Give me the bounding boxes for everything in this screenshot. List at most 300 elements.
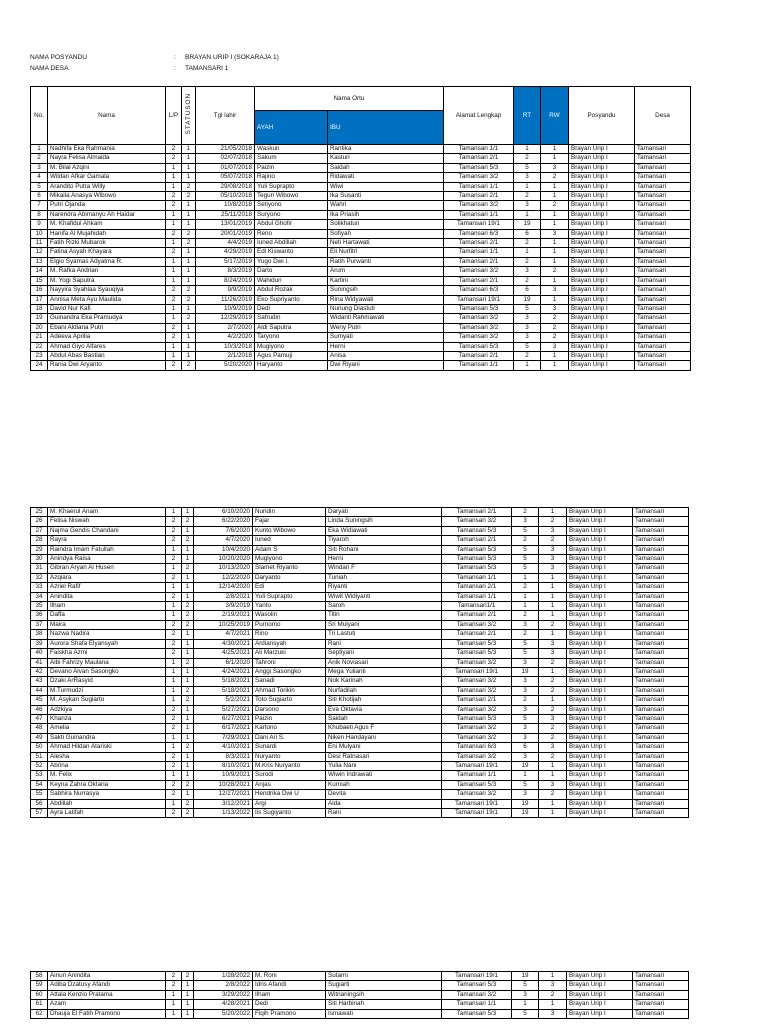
cell-desa: Tamansari	[633, 752, 689, 761]
cell-tgl-lahir: 3/12/2021	[194, 799, 253, 808]
cell-alamat: Tamansari 5/3	[442, 545, 512, 554]
cell-ibu: Wiwi	[328, 182, 444, 191]
cell-tgl-lahir: 10/9/2019	[196, 304, 255, 313]
cell-lp: 1	[166, 173, 182, 182]
cell-ayah: Rajino	[255, 173, 328, 182]
cell-ibu: Mega Yulianti	[326, 667, 442, 676]
cell-no: 9	[31, 220, 48, 229]
cell-lp: 1	[166, 583, 182, 592]
cell-status: 1	[182, 1009, 194, 1018]
cell-rt: 3	[514, 173, 541, 182]
table-row	[31, 555, 689, 564]
cell-nama: Nadhifa Eka Rahmania	[48, 145, 166, 154]
table-row	[31, 809, 689, 818]
cell-alamat: Tamansari 2/1	[444, 351, 514, 360]
cell-lp: 2	[166, 286, 182, 295]
col-ibu: IBU	[328, 111, 444, 145]
cell-status: 2	[182, 611, 194, 620]
table-row	[31, 517, 689, 526]
cell-no: 54	[31, 780, 48, 789]
cell-no: 35	[31, 602, 48, 611]
cell-tgl-lahir: 10/9/2021	[194, 771, 253, 780]
cell-rt: 1	[514, 182, 541, 191]
cell-lp: 1	[166, 182, 182, 191]
cell-nama: Hanifa Al Mujahidah	[48, 229, 166, 238]
cell-status: 1	[182, 630, 194, 639]
cell-ayah: Fajar	[253, 517, 326, 526]
cell-ibu: Titin	[326, 611, 442, 620]
cell-tgl-lahir: 25/11/2018	[196, 210, 255, 219]
cell-no: 56	[31, 799, 48, 808]
cell-desa: Tamansari	[635, 286, 691, 295]
cell-alamat: Tamansari 1/1	[442, 573, 512, 582]
cell-rt: 3	[512, 686, 539, 695]
cell-nama: Khanza	[48, 714, 166, 723]
cell-ibu: Witrianingsih	[326, 990, 442, 999]
cell-rw: 3	[539, 714, 567, 723]
cell-ibu: Devita	[326, 790, 442, 799]
table-row	[31, 1000, 689, 1009]
cell-status: 1	[182, 677, 194, 686]
cell-lp: 2	[166, 790, 182, 799]
cell-ibu: Sutarni	[326, 972, 442, 981]
cell-desa: Tamansari	[633, 771, 689, 780]
cell-no: 52	[31, 761, 48, 770]
cell-lp: 2	[166, 649, 182, 658]
cell-rt: 2	[512, 611, 539, 620]
cell-rw: 3	[539, 526, 567, 535]
cell-lp: 1	[166, 1000, 182, 1009]
cell-ayah: Wahidun	[255, 276, 328, 285]
cell-rt: 1	[514, 145, 541, 154]
cell-desa: Tamansari	[633, 677, 689, 686]
cell-posyandu: Brayan Urip I	[567, 630, 633, 639]
cell-ibu: Suningsih	[328, 286, 444, 295]
cell-alamat: Tamansari 1/1	[442, 1000, 512, 1009]
cell-no: 60	[31, 990, 48, 999]
cell-desa: Tamansari	[635, 201, 691, 210]
cell-no: 39	[31, 639, 48, 648]
table-row	[31, 314, 691, 323]
cell-rw: 3	[539, 1009, 567, 1018]
cell-desa: Tamansari	[633, 508, 689, 517]
cell-alamat: Tamansari 6/3	[442, 743, 512, 752]
cell-alamat: Tamansari 5/3	[442, 564, 512, 573]
cell-ayah: Eko Supriyanto	[255, 295, 328, 304]
cell-status: 2	[182, 229, 196, 238]
cell-desa: Tamansari	[633, 564, 689, 573]
cell-rw: 2	[539, 620, 567, 629]
cell-rt: 3	[514, 333, 541, 342]
cell-alamat: Tamansari 3/2	[444, 173, 514, 182]
cell-ayah: M. Roni	[253, 972, 326, 981]
cell-ayah: Hendrika Dwi U	[253, 790, 326, 799]
cell-alamat: Tamansari 2/1	[444, 276, 514, 285]
cell-alamat: Tamansari 5/3	[442, 526, 512, 535]
cell-ayah: Nuridin	[253, 508, 326, 517]
cell-rw: 2	[539, 752, 567, 761]
cell-nama: Fatina Asyah Khayara	[48, 248, 166, 257]
cell-alamat: Tamansari 3/2	[442, 658, 512, 667]
cell-desa: Tamansari	[633, 592, 689, 601]
cell-posyandu: Brayan Urip I	[569, 257, 635, 266]
cell-lp: 1	[166, 276, 182, 285]
table-body-2	[31, 508, 689, 818]
cell-tgl-lahir: 4/2/2020	[196, 333, 255, 342]
cell-no: 31	[31, 564, 48, 573]
cell-tgl-lahir: 8/24/2019	[196, 276, 255, 285]
cell-posyandu: Brayan Urip I	[569, 267, 635, 276]
cell-tgl-lahir: 11/26/2019	[196, 295, 255, 304]
cell-no: 53	[31, 771, 48, 780]
cell-ibu: Anik Noviasari	[326, 658, 442, 667]
cell-status: 2	[182, 809, 194, 818]
col-no: No.	[31, 87, 48, 145]
cell-status: 1	[182, 276, 196, 285]
cell-ibu: Tuniah	[326, 573, 442, 582]
cell-no: 34	[31, 592, 48, 601]
cell-lp: 1	[166, 508, 182, 517]
cell-no: 42	[31, 667, 48, 676]
cell-lp: 2	[166, 639, 182, 648]
cell-ayah: Slamet Riyanto	[253, 564, 326, 573]
cell-rw: 1	[539, 972, 567, 981]
cell-desa: Tamansari	[633, 649, 689, 658]
cell-ayah: Agus Pamuji	[255, 351, 328, 360]
table-row	[31, 145, 691, 154]
cell-ibu: Wiwin Indrawati	[326, 771, 442, 780]
table-row	[31, 611, 689, 620]
cell-nama: Adeeva Aprilia	[48, 333, 166, 342]
cell-status: 2	[182, 517, 194, 526]
cell-status: 2	[182, 314, 196, 323]
cell-lp: 2	[166, 295, 182, 304]
cell-rw: 3	[541, 304, 569, 313]
cell-ibu: Wahri	[328, 201, 444, 210]
table-row	[31, 696, 689, 705]
cell-nama: Albi Fahrizy Maulana	[48, 658, 166, 667]
cell-rw: 2	[539, 705, 567, 714]
cell-ayah: Darto	[255, 267, 328, 276]
cell-status: 1	[182, 705, 194, 714]
table-row	[31, 361, 691, 370]
cell-rw: 3	[541, 163, 569, 172]
cell-alamat: Tamansari 2/1	[442, 583, 512, 592]
cell-rt: 19	[512, 809, 539, 818]
cell-tgl-lahir: 5/18/2021	[194, 677, 253, 686]
cell-lp: 2	[166, 145, 182, 154]
cell-posyandu: Brayan Urip I	[569, 154, 635, 163]
cell-rt: 2	[512, 536, 539, 545]
data-table-block-2	[30, 507, 689, 818]
table-row	[31, 761, 689, 770]
col-ayah: AYAH	[255, 111, 328, 145]
cell-rw: 2	[539, 990, 567, 999]
cell-ayah: Adam S	[253, 545, 326, 554]
cell-ayah: Iuned	[253, 536, 326, 545]
cell-posyandu: Brayan Urip I	[567, 705, 633, 714]
cell-ibu: Rani	[326, 809, 442, 818]
cell-alamat: Tamansari 2/1	[442, 630, 512, 639]
cell-nama: Mikaila Anasya Wibowo	[48, 192, 166, 201]
cell-nama: M. Khafidul Ahkam	[48, 220, 166, 229]
cell-tgl-lahir: 3/9/2019	[194, 602, 253, 611]
table-row	[31, 990, 689, 999]
cell-status: 1	[182, 163, 196, 172]
cell-rt: 3	[514, 267, 541, 276]
cell-nama: Abdul Abas Bastian	[48, 351, 166, 360]
cell-ibu: Ika Susanti	[328, 192, 444, 201]
cell-rw: 2	[539, 677, 567, 686]
cell-posyandu: Brayan Urip I	[567, 639, 633, 648]
cell-lp: 1	[166, 799, 182, 808]
cell-posyandu: Brayan Urip I	[569, 248, 635, 257]
cell-posyandu: Brayan Urip I	[567, 686, 633, 695]
cell-desa: Tamansari	[635, 323, 691, 332]
cell-ayah: Iuned Abdillah	[255, 239, 328, 248]
table-row	[31, 536, 689, 545]
cell-lp: 2	[166, 630, 182, 639]
cell-alamat: Tamansari 1/1	[444, 361, 514, 370]
cell-tgl-lahir: 21/05/2018	[196, 145, 255, 154]
cell-rt: 5	[512, 649, 539, 658]
cell-rt: 1	[514, 210, 541, 219]
cell-posyandu: Brayan Urip I	[569, 361, 635, 370]
cell-tgl-lahir: 7/29/2021	[194, 733, 253, 742]
cell-no: 51	[31, 752, 48, 761]
cell-tgl-lahir: 10/25/2019	[194, 620, 253, 629]
cell-status: 1	[182, 555, 194, 564]
table-row	[31, 1009, 689, 1018]
cell-rt: 3	[512, 677, 539, 686]
cell-rt: 2	[512, 696, 539, 705]
cell-lp: 1	[166, 210, 182, 219]
cell-no: 21	[31, 333, 48, 342]
cell-posyandu: Brayan Urip I	[569, 201, 635, 210]
table-row	[31, 229, 691, 238]
cell-lp: 2	[166, 201, 182, 210]
cell-no: 37	[31, 620, 48, 629]
cell-nama: Putri Ojanda	[48, 201, 166, 210]
table-row	[31, 564, 689, 573]
cell-nama: M. Yogi Saputra	[48, 276, 166, 285]
table-row	[31, 295, 691, 304]
cell-desa: Tamansari	[633, 981, 689, 990]
cell-no: 18	[31, 304, 48, 313]
cell-tgl-lahir: 4/30/2021	[194, 639, 253, 648]
cell-no: 6	[31, 192, 48, 201]
cell-nama: Amelia	[48, 724, 166, 733]
cell-no: 41	[31, 658, 48, 667]
cell-desa: Tamansari	[633, 526, 689, 535]
cell-alamat: Tamansari 3/2	[442, 517, 512, 526]
cell-alamat: Tamansari 3/2	[444, 201, 514, 210]
cell-rt: 19	[514, 295, 541, 304]
cell-posyandu: Brayan Urip I	[569, 239, 635, 248]
cell-rt: 6	[514, 229, 541, 238]
cell-lp: 2	[166, 972, 182, 981]
cell-lp: 2	[166, 154, 182, 163]
table-row	[31, 526, 689, 535]
cell-status: 1	[182, 761, 194, 770]
cell-posyandu: Brayan Urip I	[569, 323, 635, 332]
cell-rt: 5	[512, 564, 539, 573]
cell-desa: Tamansari	[633, 583, 689, 592]
cell-ibu: Khubaeti Agus F	[326, 724, 442, 733]
cell-tgl-lahir: 02/07/2018	[196, 154, 255, 163]
cell-ibu: Nunung Diastuti	[328, 304, 444, 313]
cell-desa: Tamansari	[633, 714, 689, 723]
cell-desa: Tamansari	[635, 304, 691, 313]
cell-status: 2	[182, 780, 194, 789]
cell-lp: 1	[166, 564, 182, 573]
cell-ibu: Siti Harbinah	[326, 1000, 442, 1009]
cell-posyandu: Brayan Urip I	[567, 714, 633, 723]
cell-alamat: Tamansari 2/1	[444, 257, 514, 266]
table-row	[31, 508, 689, 517]
cell-rt: 3	[512, 733, 539, 742]
desa-value: TAMANSARI 1	[185, 65, 229, 72]
cell-desa: Tamansari	[635, 248, 691, 257]
cell-ayah: Sanadi	[253, 677, 326, 686]
cell-rw: 3	[541, 229, 569, 238]
col-lp: L/P	[166, 87, 182, 145]
cell-alamat: Tamansari 2/1	[442, 536, 512, 545]
cell-nama: Abrina	[48, 761, 166, 770]
cell-ibu: Tiyaroh	[326, 536, 442, 545]
cell-desa: Tamansari	[633, 602, 689, 611]
cell-nama: Azam	[48, 1000, 166, 1009]
cell-ayah: Anggi Sasongko	[253, 667, 326, 676]
cell-rt: 5	[512, 526, 539, 535]
cell-desa: Tamansari	[633, 972, 689, 981]
cell-status: 2	[182, 239, 196, 248]
cell-rw: 1	[541, 145, 569, 154]
cell-status: 2	[182, 602, 194, 611]
cell-lp: 1	[166, 733, 182, 742]
data-table-block-3	[30, 971, 689, 1019]
cell-nama: Sakti Guinandra	[48, 733, 166, 742]
cell-ayah: Anjas	[253, 780, 326, 789]
cell-status: 1	[182, 990, 194, 999]
cell-nama: Anindya Raisa	[48, 555, 166, 564]
cell-desa: Tamansari	[633, 809, 689, 818]
cell-rt: 2	[514, 351, 541, 360]
cell-rt: 2	[514, 257, 541, 266]
cell-posyandu: Brayan Urip I	[567, 733, 633, 742]
cell-ayah: Yuli Suprapto	[255, 182, 328, 191]
cell-ibu: Rantika	[328, 145, 444, 154]
cell-alamat: Tamansari 3/2	[442, 620, 512, 629]
cell-status: 2	[182, 192, 196, 201]
table-row	[31, 333, 691, 342]
cell-desa: Tamansari	[635, 257, 691, 266]
cell-alamat: Tamansari 19/1	[444, 295, 514, 304]
table-row	[31, 733, 689, 742]
cell-posyandu: Brayan Urip I	[567, 990, 633, 999]
table-row	[31, 677, 689, 686]
cell-rw: 2	[541, 333, 569, 342]
cell-desa: Tamansari	[633, 799, 689, 808]
cell-rt: 5	[514, 342, 541, 351]
table-row	[31, 323, 691, 332]
col-alamat: Alamat Lengkap	[444, 87, 514, 145]
cell-tgl-lahir: 5/17/2019	[196, 257, 255, 266]
cell-desa: Tamansari	[635, 295, 691, 304]
cell-posyandu: Brayan Urip I	[567, 1000, 633, 1009]
cell-ibu: Eva Oktavia	[326, 705, 442, 714]
cell-rw: 3	[539, 639, 567, 648]
table-row	[31, 592, 689, 601]
cell-ibu: Herni	[326, 555, 442, 564]
cell-nama: Anindita	[48, 592, 166, 601]
cell-rw: 2	[541, 314, 569, 323]
cell-lp: 2	[166, 592, 182, 601]
col-nama: Nama	[48, 87, 166, 145]
table-row	[31, 257, 691, 266]
cell-ayah: Taryono	[255, 333, 328, 342]
table-row	[31, 573, 689, 582]
cell-ibu: Sofiyah	[328, 229, 444, 238]
posyandu-label: NAMA POSYANDU	[30, 54, 88, 61]
cell-nama: Felisa Niswah	[48, 517, 166, 526]
cell-desa: Tamansari	[633, 658, 689, 667]
cell-posyandu: Brayan Urip I	[569, 351, 635, 360]
cell-tgl-lahir: 2/8/2021	[194, 592, 253, 601]
cell-alamat: Tamansari 1/1	[444, 210, 514, 219]
cell-nama: M. Felix	[48, 771, 166, 780]
cell-rt: 2	[514, 276, 541, 285]
col-status	[182, 87, 196, 145]
cell-desa: Tamansari	[635, 267, 691, 276]
cell-ayah: Yugo Dwi I.	[255, 257, 328, 266]
cell-rt: 1	[514, 361, 541, 370]
cell-lp: 1	[166, 658, 182, 667]
cell-tgl-lahir: 6/10/2020	[194, 508, 253, 517]
cell-tgl-lahir: 12/27/2021	[194, 790, 253, 799]
cell-status: 2	[182, 564, 194, 573]
cell-tgl-lahir: 10/13/2020	[194, 564, 253, 573]
cell-no: 38	[31, 630, 48, 639]
cell-alamat: Tamansari 3/2	[444, 323, 514, 332]
cell-rw: 1	[539, 1000, 567, 1009]
cell-no: 58	[31, 972, 48, 981]
cell-ibu: Linda Suningsih	[326, 517, 442, 526]
cell-ibu: Ridawati	[328, 173, 444, 182]
cell-tgl-lahir: 5/18/2021	[194, 686, 253, 695]
cell-nama: M. Asykan Sugiarto	[48, 696, 166, 705]
cell-ayah: Haryanto	[255, 361, 328, 370]
cell-alamat: Tamansari 3/2	[442, 705, 512, 714]
cell-alamat: Tamansari 2/1	[442, 508, 512, 517]
cell-nama: Elgio Syamas Adyatma R.	[48, 257, 166, 266]
table-row	[31, 714, 689, 723]
cell-rt: 2	[514, 192, 541, 201]
cell-rw: 1	[539, 696, 567, 705]
cell-alamat: Tamansari 3/2	[444, 314, 514, 323]
cell-status: 1	[182, 351, 196, 360]
cell-rw: 3	[539, 555, 567, 564]
table-row	[31, 649, 689, 658]
cell-status: 2	[182, 972, 194, 981]
cell-rw: 2	[539, 686, 567, 695]
cell-ayah: Darsono	[253, 705, 326, 714]
cell-ibu: Aida	[326, 799, 442, 808]
cell-no: 59	[31, 981, 48, 990]
cell-posyandu: Brayan Urip I	[569, 210, 635, 219]
cell-ibu: Nok Karinah	[326, 677, 442, 686]
table-row	[31, 583, 689, 592]
